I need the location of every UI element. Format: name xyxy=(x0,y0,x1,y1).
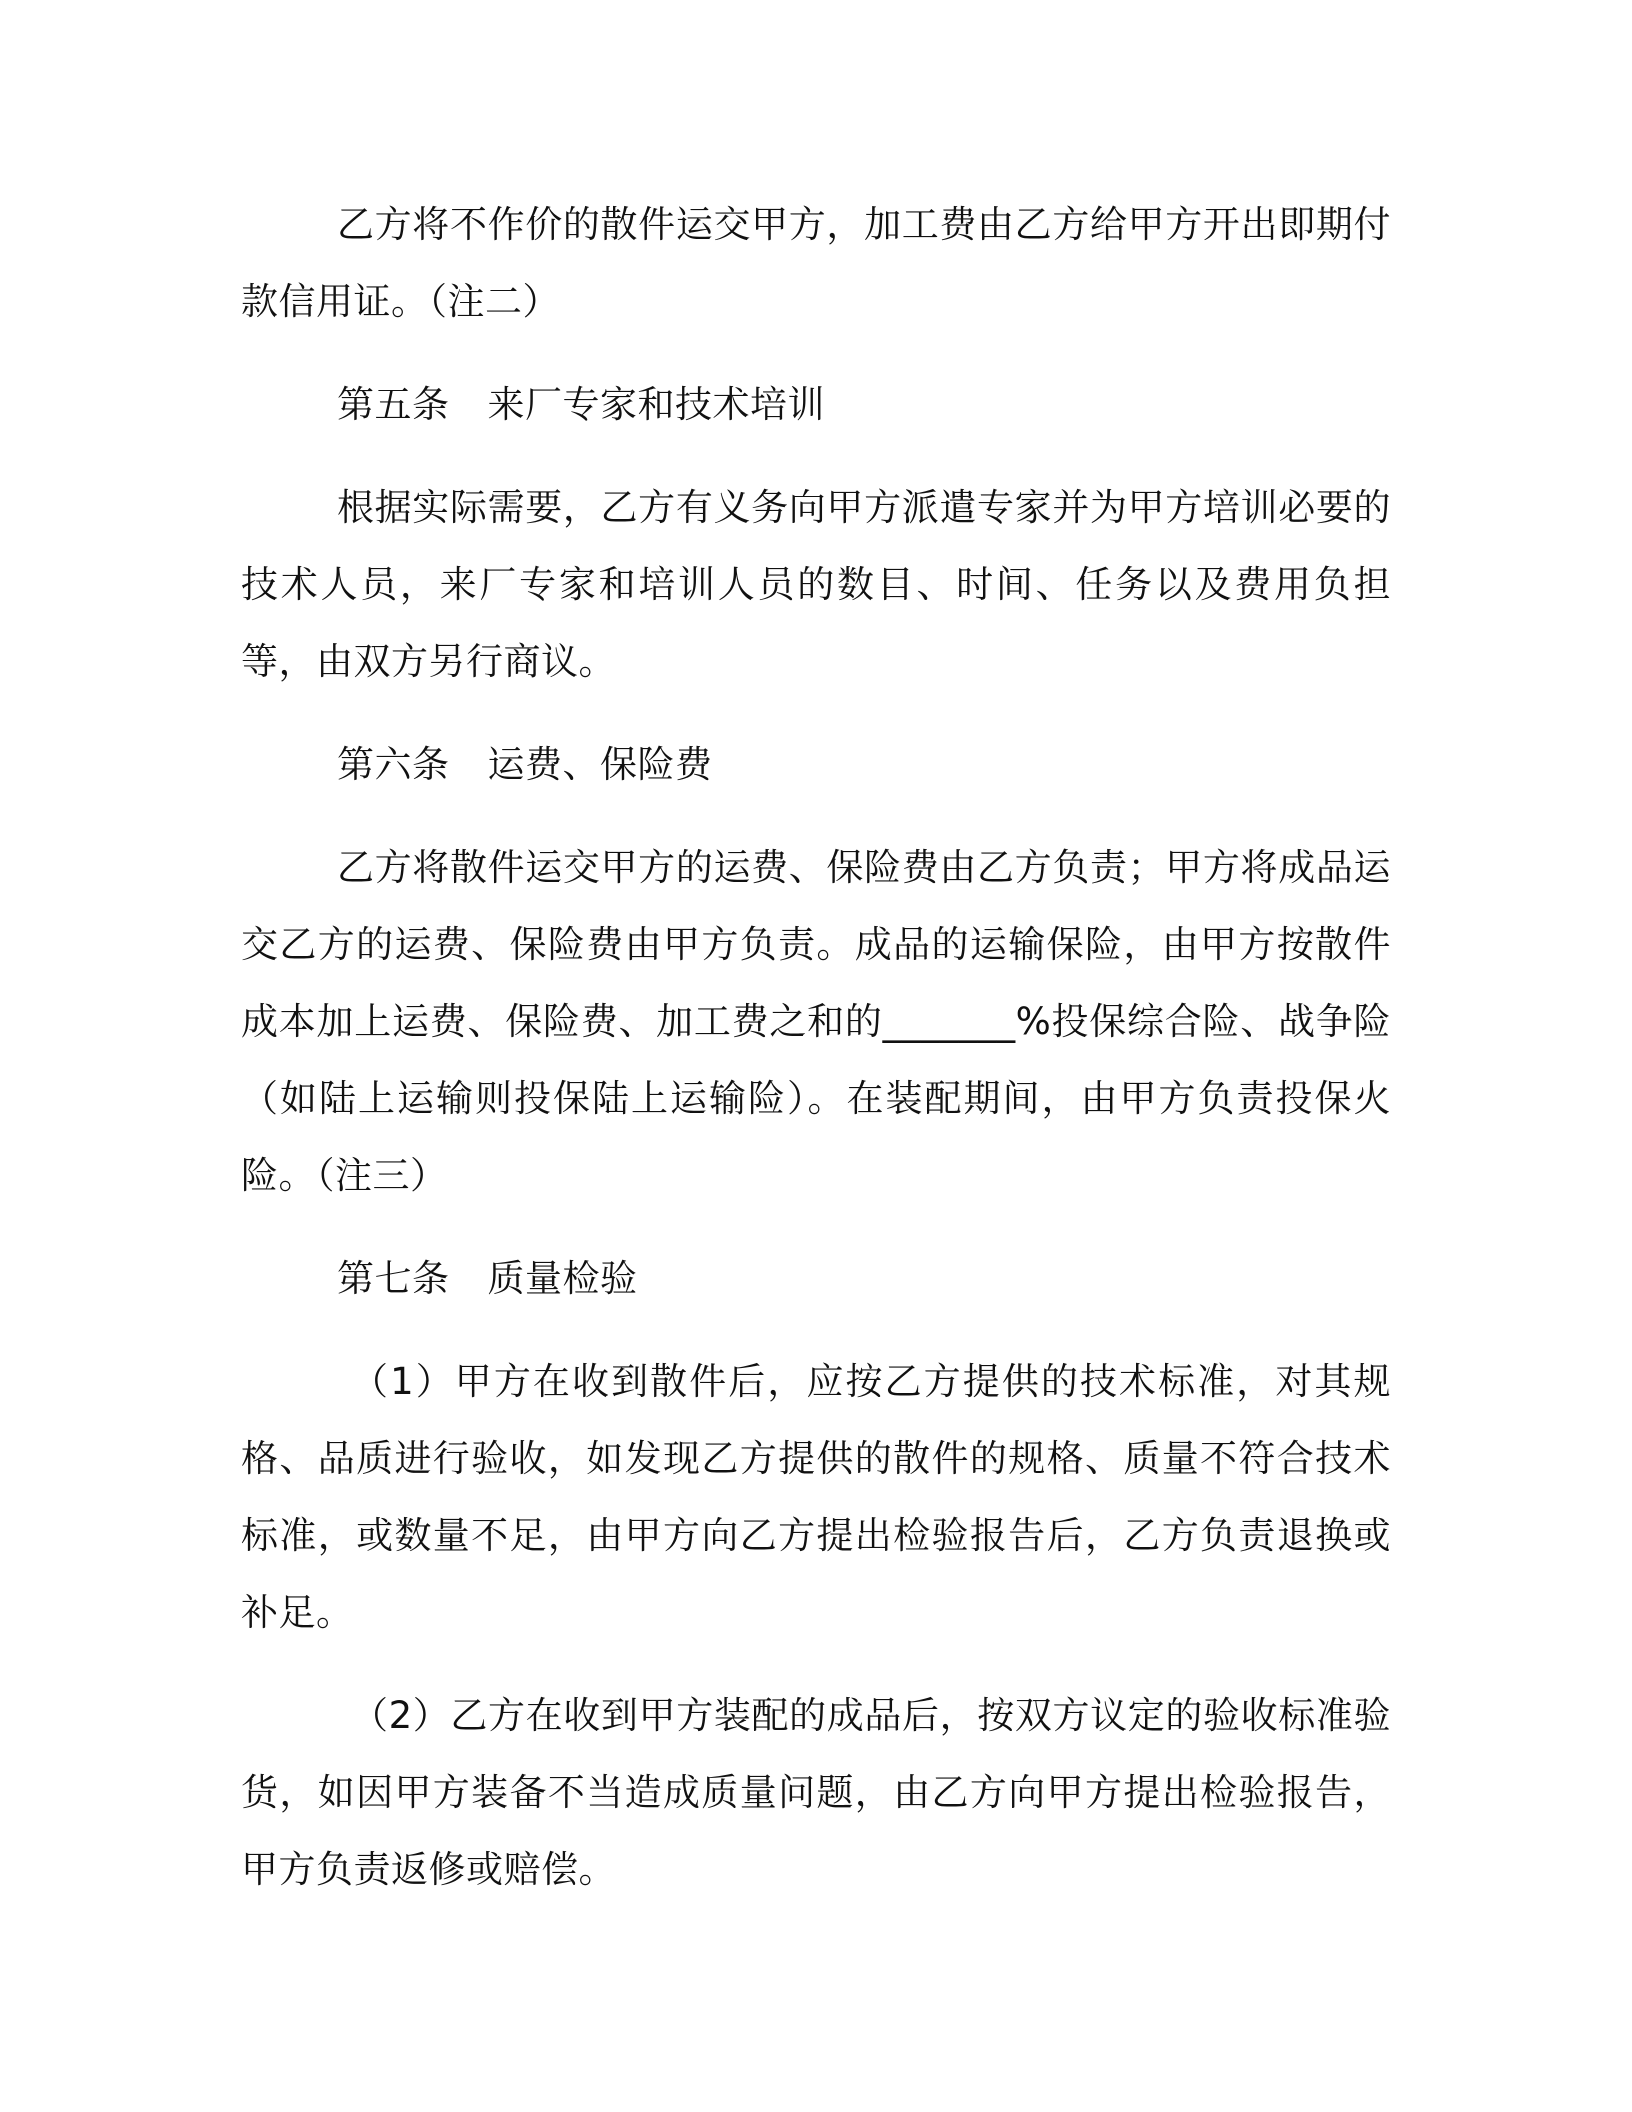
article-5-heading xyxy=(241,366,1391,443)
article-5-title: 来厂专家和技术培训 xyxy=(487,383,825,426)
paragraph-processing-fee: 乙方将不作价的散件运交甲方，加工费由乙方给甲方开出即期付款信用证。（注二） xyxy=(241,203,1391,323)
article-5-number: 第五条 xyxy=(337,383,450,426)
article-6-heading xyxy=(241,726,1391,803)
paragraph-freight-insurance: 乙方将散件运交甲方的运费、保险费由乙方负责；甲方将成品运交乙方的运费、保险费由甲方负责。成品的运输保险，由甲方按散件成本加上运费、保险费、加工费之和的_______%投保综合险、战争险（如陆上运输则投保陆上运输险）。在装配期间，由甲方负责投保火险。（注三） xyxy=(241,846,1391,1197)
article-7-heading xyxy=(241,1240,1391,1317)
article-6-title: 运费、保险费 xyxy=(487,743,713,786)
paragraph-inspection-1: （1）甲方在收到散件后，应按乙方提供的技术标准，对其规格、品质进行验收，如发现乙方提供的散件的规格、质量不符合技术标准，或数量不足，由甲方向乙方提出检验报告后，乙方负责退换或补足。 xyxy=(241,1360,1391,1634)
article-7-title: 质量检验 xyxy=(487,1257,638,1300)
article-6-number: 第六条 xyxy=(337,743,450,786)
paragraph-inspection-2: （2）乙方在收到甲方装配的成品后，按双方议定的验收标准验货，如因甲方装备不当造成质量问题，由乙方向甲方提出检验报告，甲方负责返修或赔偿。 xyxy=(241,1694,1391,1891)
document-body xyxy=(241,186,1391,1908)
paragraph-experts-training: 根据实际需要，乙方有义务向甲方派遣专家并为甲方培训必要的技术人员，来厂专家和培训人员的数目、时间、任务以及费用负担等，由双方另行商议。 xyxy=(241,486,1391,683)
article-7-number: 第七条 xyxy=(337,1257,450,1300)
